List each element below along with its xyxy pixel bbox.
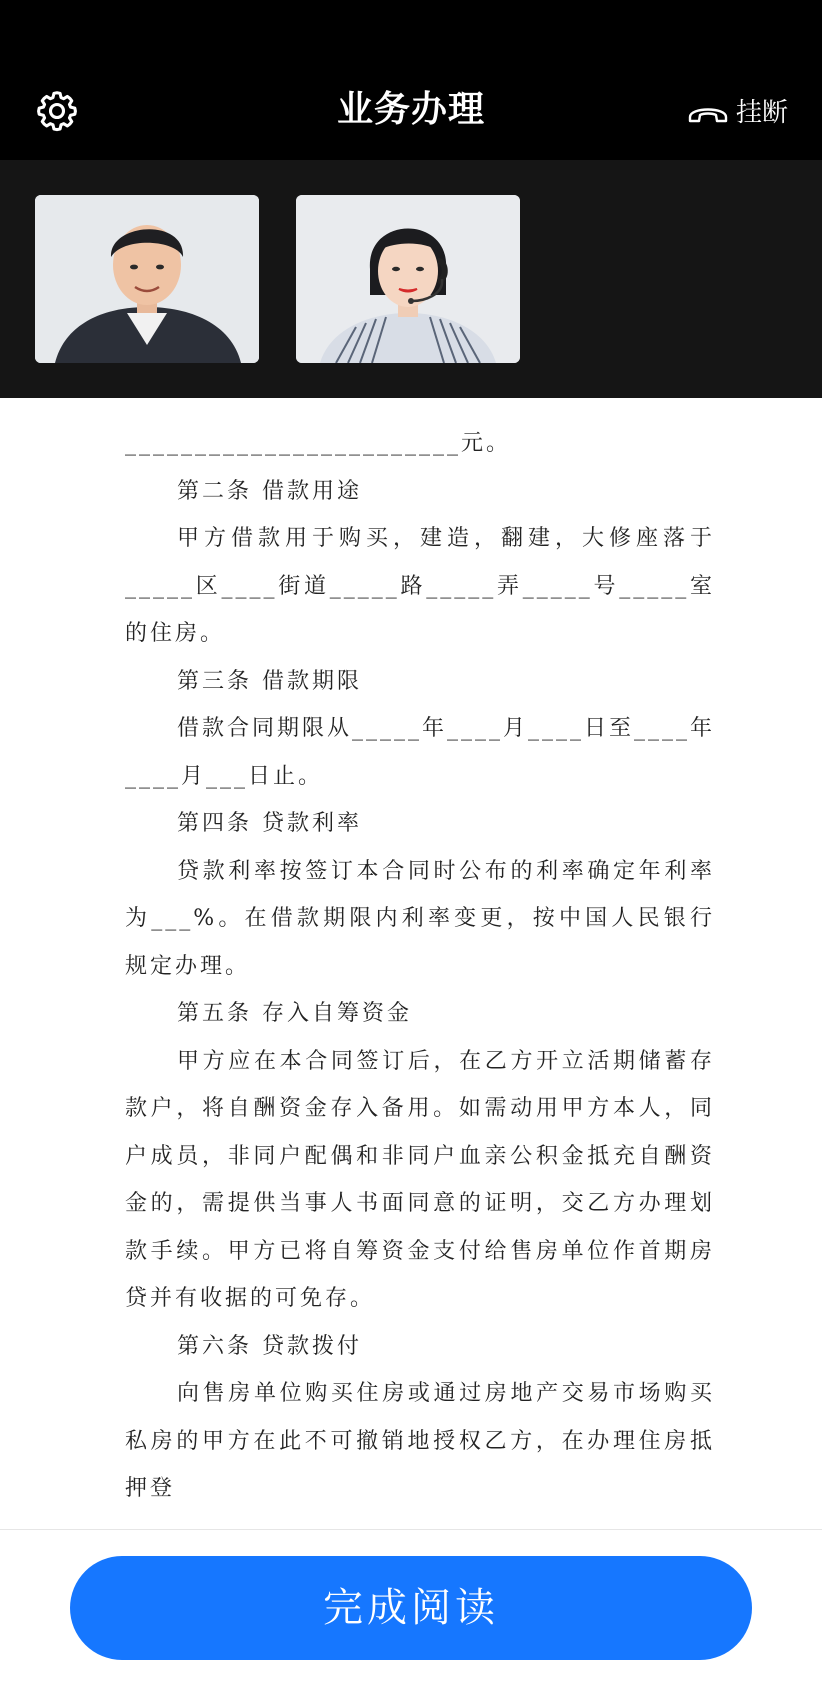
page-title: 业务办理 [336,89,485,130]
doc-heading: 第五条 存入自筹资金 [177,1001,412,1026]
doc-paragraph: 向售房单位购买住房或通过房地产交易市场购买私房的甲方在此不可撤销地授权乙方，在办理住房抵押登 [125,1381,715,1501]
hangup-label: 挂断 [735,98,788,128]
top-bar [0,0,822,160]
phone-hangup-icon [686,97,730,129]
footer-divider [0,1529,822,1530]
doc-heading: 第四条 贷款利率 [177,811,362,836]
doc-heading: 第三条 借款期限 [177,668,362,694]
customer-video[interactable] [35,195,259,363]
doc-paragraph: ________________________元。 [125,431,512,456]
video-strip [0,160,822,398]
doc-paragraph: 甲方借款用于购买，建造，翻建，大修座落于_____区____街道_____路_____弄_____号_____室的住房。 [125,526,715,646]
doc-paragraph: 甲方应在本合同签订后，在乙方开立活期储蓄存款户，将自酬资金存入备用。如需动用甲方本人，同户成员，非同户配偶和非同户血亲公积金抵充自酬资金的，需提供当事人书面同意的证明，交乙方办理划款手续。甲方已将自筹资金支付给售房单位作首期房贷并有收据的可免存。 [125,1048,715,1311]
finish-reading-button[interactable]: 完成阅读 [70,1556,752,1660]
doc-heading: 第六条 贷款拨付 [177,1333,362,1359]
customer-avatar [35,195,259,363]
agent-avatar [296,195,520,363]
doc-paragraph: 借款合同期限从_____年____月____日至____年____月___日止。 [125,716,716,789]
doc-paragraph: 贷款利率按签订本合同时公布的利率确定年利率为___%。在借款期限内利率变更，按中国人民银行规定办理。 [125,858,715,979]
document-body [125,420,715,1513]
agent-video[interactable] [296,195,520,363]
doc-heading: 第二条 借款用途 [177,478,362,504]
hangup-button[interactable] [686,92,788,134]
agreement-document[interactable] [0,398,822,1530]
